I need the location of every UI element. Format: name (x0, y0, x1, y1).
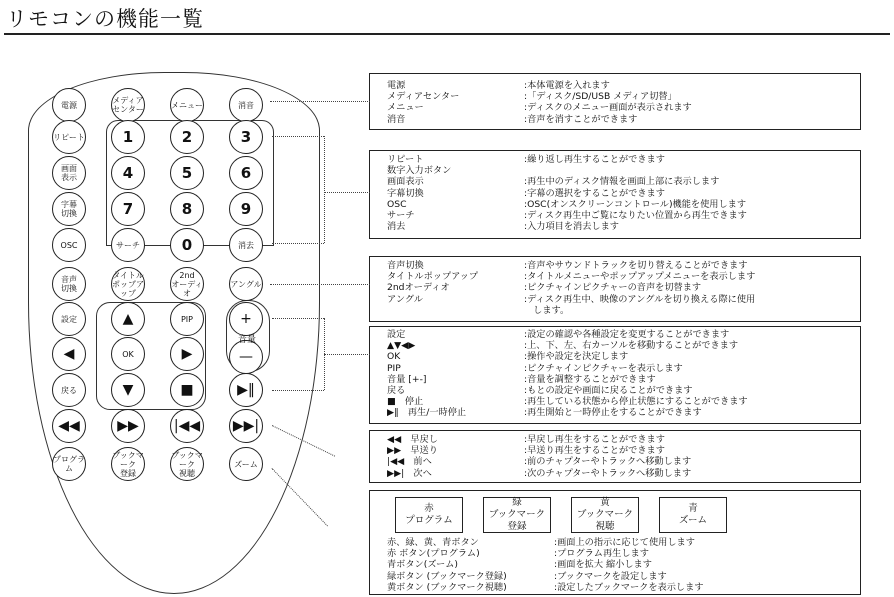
color-key-box (483, 497, 551, 533)
row-description: :再生中のディスク情報を画面上部に表示します (524, 176, 720, 188)
remote-button-title-popup[interactable]: タイトル ポップアップ (111, 267, 145, 301)
row-description: :ディスク再生中ご覧になりたい位置から再生できます (524, 210, 747, 221)
row-description: :操作や設定を決定します (524, 351, 629, 363)
remote-button-n2[interactable]: 2 (170, 120, 204, 154)
remote-button-ok[interactable]: OK (111, 337, 145, 371)
row-description: :ディスク再生中、映像のアングルを切り換える際に使用 (524, 293, 756, 305)
stop-button[interactable] (170, 373, 204, 407)
leader-1 (270, 101, 370, 102)
row-description: :音声やサウンドトラックを切り替えることができます (524, 260, 748, 271)
row-description: :本体電源を入れます (524, 80, 610, 91)
row-label: 消去 (387, 221, 406, 233)
row-label: ■ 停止 (387, 396, 424, 408)
row-description: :タイトルメニューやポップアップメニューを表示します (524, 271, 756, 283)
remote-button-subtitle[interactable]: 字幕 切換 (52, 192, 86, 226)
row-label: メディアセンター (387, 91, 460, 103)
row-label: OK (387, 351, 401, 363)
row-description: :画面を拡大 縮小します (554, 559, 652, 571)
row-label: 数字入力ボタン (387, 165, 452, 177)
remote-button-second-audio[interactable]: 2nd オーディオ (170, 267, 204, 301)
row-description: :画面上の指示に応じて使用します (554, 537, 695, 548)
leader-4a (272, 318, 324, 319)
row-label: 画面表示 (387, 176, 424, 188)
volume-up-icon: + (240, 310, 252, 327)
row-description: :ピクチャインピクチャーの音声を切替ます (524, 282, 702, 294)
remote-button-pip[interactable]: PIP (170, 302, 204, 336)
row-label: 2ndオーディオ (387, 282, 450, 294)
leader-4c (324, 354, 370, 355)
row-label: 赤 ボタン(プログラム) (387, 548, 480, 560)
row-label: 音声切換 (387, 260, 424, 271)
remote-button-menu[interactable]: メニュー (170, 88, 204, 122)
remote-button-display[interactable]: 画面 表示 (52, 156, 86, 190)
color-key-name: ズーム (678, 515, 708, 526)
row-description: :早送り再生をすることができます (524, 445, 665, 457)
remote-button-osc[interactable]: OSC (52, 228, 86, 262)
color-key-box (395, 497, 463, 533)
title-underline (4, 33, 890, 35)
cursor-right-button[interactable] (170, 337, 204, 371)
row-label: 音量 [+-] (387, 373, 427, 385)
color-key-name: プログラム (405, 515, 453, 526)
volume-down-icon: — (239, 348, 253, 365)
next-button[interactable] (229, 409, 263, 443)
row-description: :「ディスク/SD/USB メディア切替」 (524, 91, 677, 103)
cursor-up-icon: ▲ (122, 310, 134, 327)
row-label: 電源 (387, 80, 406, 91)
remote-button-n9[interactable]: 9 (229, 192, 263, 226)
row-label: OSC (387, 198, 407, 210)
row-label: 戻る (387, 385, 406, 396)
remote-button-n0[interactable]: 0 (170, 228, 204, 262)
rewind-icon: ◀◀ (58, 417, 80, 434)
row-label: 緑ボタン (ブックマーク登録) (387, 570, 507, 582)
color-key-color: 赤 (424, 503, 434, 514)
volume-up-button[interactable] (229, 302, 263, 336)
row-description: :プログラム再生します (554, 548, 649, 560)
remote-button-repeat[interactable]: リピート (52, 120, 86, 154)
row-label: 設定 (387, 329, 406, 340)
row-description: :音声を消すことができます (524, 113, 638, 125)
row-label: ◀◀ 早戻し (387, 434, 438, 445)
remote-button-n7[interactable]: 7 (111, 192, 145, 226)
row-description: :早戻し再生をすることができます (524, 434, 665, 445)
remote-button-n1[interactable]: 1 (111, 120, 145, 154)
remote-button-color-bm-register[interactable]: ブックマーク 登録 (111, 447, 145, 481)
rewind-button[interactable] (52, 409, 86, 443)
leader-2a (272, 136, 324, 137)
row-description: :再生している状態から停止状態にすることができます (524, 396, 748, 408)
leader-4b (272, 390, 324, 391)
remote-button-clear[interactable]: 消去 (229, 228, 263, 262)
row-label: 黄ボタン (ブックマーク視聴) (387, 581, 507, 593)
row-description: :ピクチャインピクチャーを表示します (524, 362, 683, 374)
remote-button-n3[interactable]: 3 (229, 120, 263, 154)
row-description: :音量を調整することができます (524, 373, 656, 385)
next-icon: ▶▶| (232, 417, 260, 434)
row-label: メニュー (387, 102, 424, 114)
row-label: タイトルポップアップ (387, 271, 479, 283)
remote-button-power[interactable]: 電源 (52, 88, 86, 122)
fast-forward-button[interactable] (111, 409, 145, 443)
stop-icon: ■ (180, 381, 194, 398)
leader-2c (324, 192, 370, 193)
row-description: :OSC(オンスクリーンコントロール)機能を使用します (524, 198, 747, 210)
remote-button-n6[interactable]: 6 (229, 156, 263, 190)
remote-button-n8[interactable]: 8 (170, 192, 204, 226)
remote-button-angle[interactable]: アングル (229, 267, 263, 301)
row-description: :もとの設定や画面に戻ることができます (524, 385, 693, 396)
play-pause-icon: ▶‖ (237, 381, 255, 398)
row-label: リピート (387, 154, 424, 165)
row-label: 消音 (387, 113, 406, 125)
previous-icon: |◀◀ (173, 417, 201, 434)
color-key-color: 青 (688, 503, 698, 514)
leader-2b (272, 243, 324, 244)
row-label: ▶▶| 次へ (387, 467, 432, 479)
cursor-right-icon: ▶ (181, 345, 193, 362)
cursor-down-icon: ▼ (122, 381, 134, 398)
remote-button-audio[interactable]: 音声 切換 (52, 267, 86, 301)
remote-button-search[interactable]: サーチ (111, 228, 145, 262)
play-pause-button[interactable] (229, 373, 263, 407)
row-label: ▶▶ 早送り (387, 445, 438, 457)
row-label: 赤、緑、黄、青ボタン (387, 537, 479, 548)
page-title: リモコンの機能一覧 (6, 7, 204, 31)
row-description: :設定したブックマークを表示します (554, 581, 704, 593)
color-key-box (571, 497, 639, 533)
row-description: :字幕の選択をすることができます (524, 187, 665, 199)
row-description: :繰り返し再生することができます (524, 154, 665, 165)
remote-button-back[interactable]: 戻る (52, 373, 86, 407)
leader-2v (324, 136, 325, 243)
remote-button-mute[interactable]: 消音 (229, 88, 263, 122)
remote-button-color-zoom[interactable]: ズーム (229, 447, 263, 481)
remote-button-setup[interactable]: 設定 (52, 302, 86, 336)
row-label: サーチ (387, 210, 415, 221)
color-key-color: 緑 (512, 497, 522, 508)
row-label: ▲▼◀▶ (387, 340, 416, 352)
remote-button-n4[interactable]: 4 (111, 156, 145, 190)
remote-button-color-bm-view[interactable]: ブックマーク 視聴 (170, 447, 204, 481)
row-description: :次のチャプターやトラックへ移動します (524, 467, 692, 479)
cursor-left-icon: ◀ (63, 345, 75, 362)
fast-forward-icon: ▶▶ (117, 417, 139, 434)
row-label: PIP (387, 362, 401, 374)
row-label: 字幕切換 (387, 187, 424, 199)
cursor-down-button[interactable] (111, 373, 145, 407)
row-description: :ブックマークを設定します (554, 570, 667, 582)
cursor-left-button[interactable] (52, 337, 86, 371)
previous-button[interactable] (170, 409, 204, 443)
remote-button-color-program[interactable]: プログラム (52, 447, 86, 481)
remote-button-n5[interactable]: 5 (170, 156, 204, 190)
row-description: します。 (524, 304, 570, 316)
row-description: :設定の確認や各種設定を変更することができます (524, 329, 730, 340)
color-key-name: ブックマーク 登録 (488, 509, 546, 532)
remote-button-media-center[interactable]: メディア センター (111, 88, 145, 122)
row-label: |◀◀ 前へ (387, 456, 432, 468)
row-description: :上、下、左、右カーソルを移動することができます (524, 340, 739, 352)
row-description: :ディスクのメニュー画面が表示されます (524, 102, 692, 114)
volume-label: 音量 (238, 335, 257, 345)
row-description: :前のチャプターやトラックへ移動します (524, 456, 692, 468)
row-description: :再生開始と一時停止をすることができます (524, 407, 702, 419)
color-key-name: ブックマーク 視聴 (576, 509, 634, 532)
row-label: アングル (387, 293, 423, 305)
color-key-color: 黄 (600, 497, 610, 508)
volume-down-button[interactable] (229, 340, 263, 374)
row-label: ▶‖ 再生/一時停止 (387, 407, 467, 419)
row-label: 青ボタン(ズーム) (387, 559, 459, 571)
row-description: :入力項目を消去します (524, 221, 619, 233)
cursor-up-button[interactable] (111, 302, 145, 336)
color-key-box (659, 497, 727, 533)
leader-3 (270, 284, 370, 285)
